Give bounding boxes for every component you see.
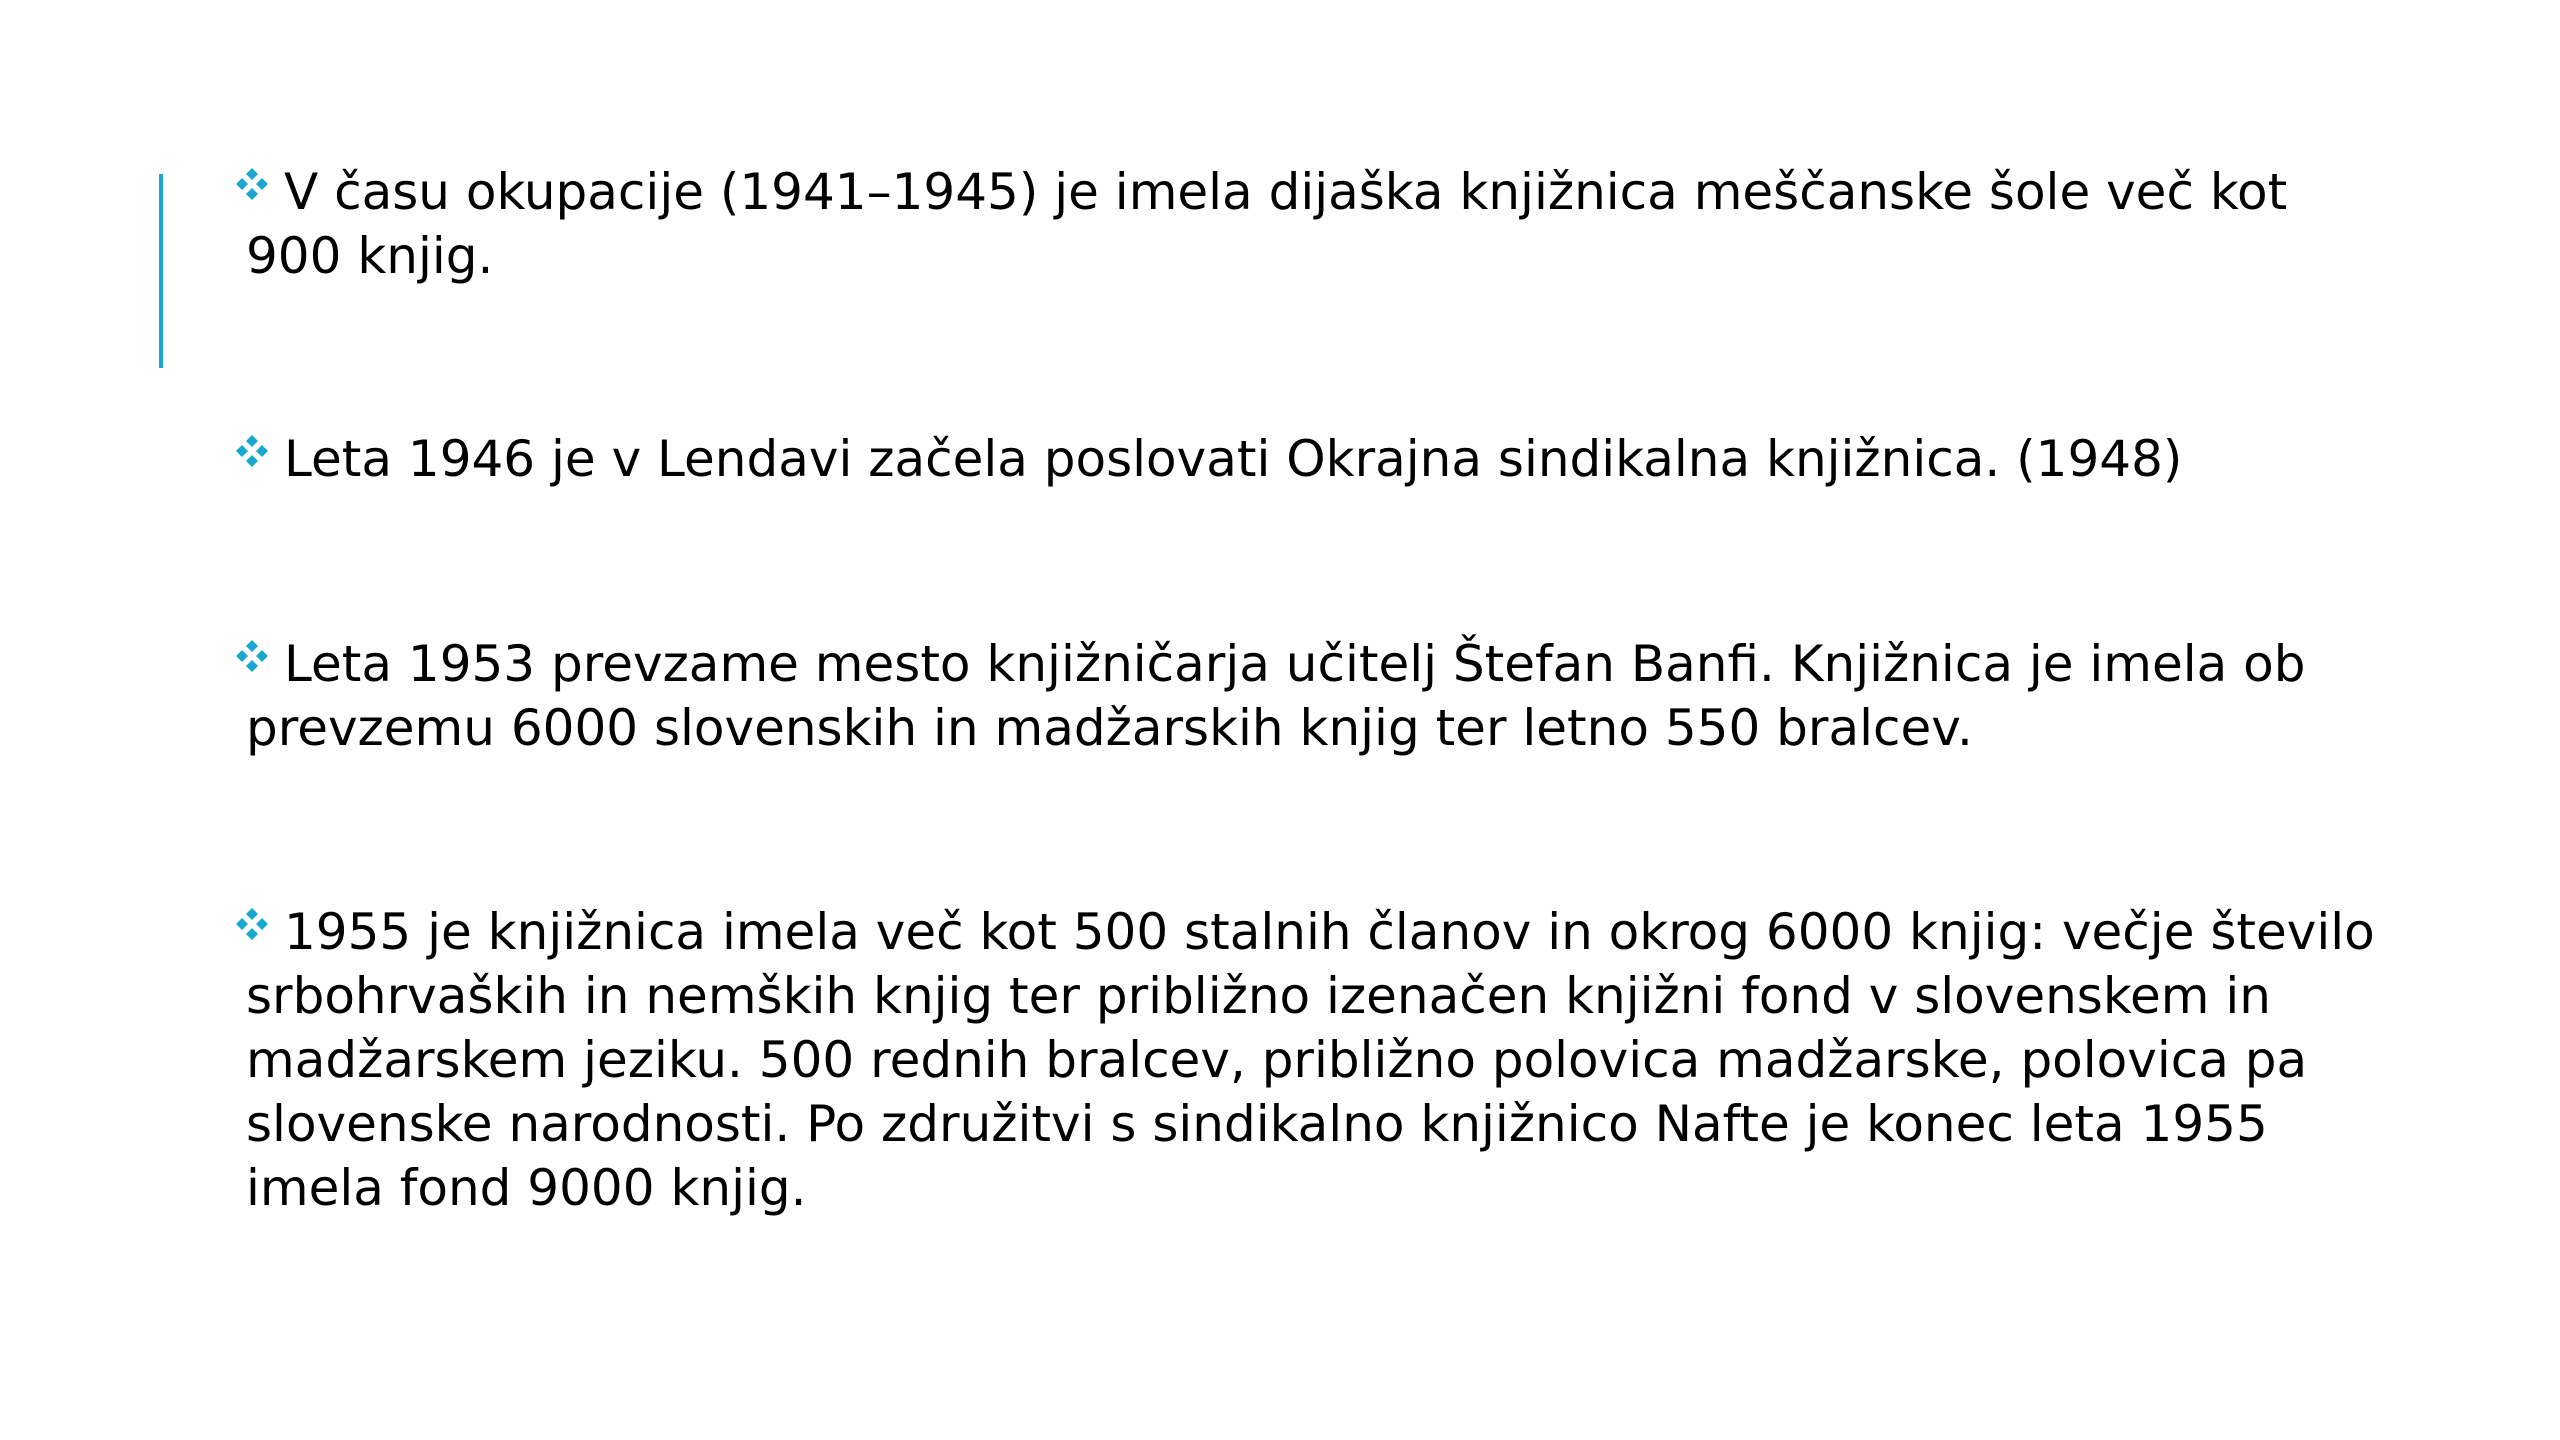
four-diamond-bullet-icon xyxy=(232,904,272,944)
bullet-line: imela fond 9000 knjig. xyxy=(246,1159,807,1217)
four-diamond-bullet-icon xyxy=(232,636,272,676)
bullet-line: 1955 je knjižnica imela več kot 500 stalnih članov in okrog 6000 knjig: večje število xyxy=(284,903,2375,961)
bullet-line: slovenske narodnosti. Po združitvi s sindikalno knjižnico Nafte je konec leta 1955 xyxy=(246,1095,2268,1153)
bullet-line: madžarskem jeziku. 500 rednih bralcev, približno polovica madžarske, polovica pa xyxy=(246,1031,2308,1089)
four-diamond-bullet-icon xyxy=(232,431,272,471)
bullet-line: V času okupacije (1941–1945) je imela dijaška knjižnica meščanske šole več kot xyxy=(284,163,2288,221)
bullet-line: prevzemu 6000 slovenskih in madžarskih knjig ter letno 550 bralcev. xyxy=(246,699,1973,757)
bullet-line: 900 knjig. xyxy=(246,227,494,285)
bullet-line: Leta 1953 prevzame mesto knjižničarja učitelj Štefan Banfi. Knjižnica je imela ob xyxy=(284,635,2306,693)
bullet-line: Leta 1946 je v Lendavi začela poslovati Okrajna sindikalna knjižnica. (1948) xyxy=(284,430,2183,488)
four-diamond-bullet-icon xyxy=(232,164,272,204)
accent-bar xyxy=(159,174,163,368)
bullet-line: srbohrvaških in nemških knjig ter približno izenačen knjižni fond v slovenskem in xyxy=(246,967,2271,1025)
